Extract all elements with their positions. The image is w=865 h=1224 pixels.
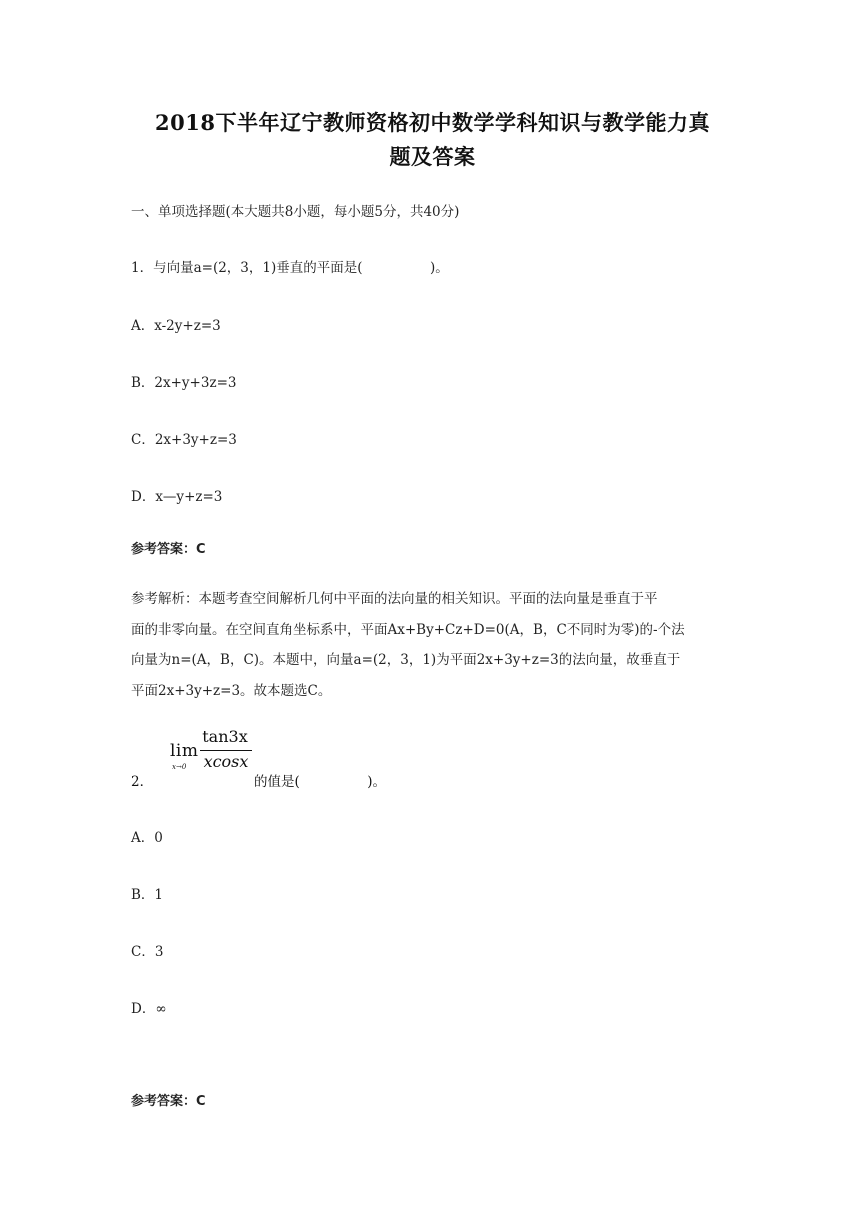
analysis-line-4: 平面2x+3y+z=3。故本题选C。: [131, 682, 332, 699]
formula-lim: lim: [170, 741, 199, 761]
analysis-line-3: 向量为n=(A，B，C)。本题中，向量a=(2，3，1)为平面2x+3y+z=3的法向量，故垂直于: [131, 652, 681, 668]
formula-denominator: xcosx: [203, 752, 249, 771]
analysis-line-1: 参考解析：本题考查空间解析几何中平面的法向量的相关知识。平面的法向量是垂直于平: [131, 591, 658, 607]
question-2-stem: 的值是( )。: [254, 774, 387, 790]
fraction-bar: [200, 750, 252, 751]
question-2-answer: 参考答案：C: [131, 1094, 206, 1109]
question-2-number: 2．: [131, 774, 154, 790]
question-2-option-a: A．0: [131, 830, 163, 846]
question-1-option-c: C．2x+3y+z=3: [131, 432, 237, 448]
question-1-analysis: [131, 584, 741, 706]
question-2-option-b: B．1: [131, 887, 164, 903]
question-1-option-a: A．x-2y+z=3: [131, 318, 221, 334]
section-header: 一、单项选择题(本大题共8小题，每小题5分，共40分): [131, 204, 460, 220]
document-title-line-1: 2018下半年辽宁教师资格初中数学学科知识与教学能力真: [155, 110, 710, 135]
question-1-stem: 1．与向量a=(2，3，1)垂直的平面是( )。: [131, 260, 449, 276]
question-2-option-d: D．∞: [131, 1001, 167, 1017]
formula-numerator: tan3x: [202, 727, 248, 746]
document-title-line-2: 题及答案: [389, 144, 476, 169]
limit-formula: [170, 725, 254, 781]
analysis-line-2: 面的非零向量。在空间直角坐标系中，平面Ax+By+Cz+D=0(A，B，C不同时为零)的-个法: [131, 621, 685, 638]
formula-subscript: x→0: [172, 763, 187, 771]
question-1-answer: 参考答案：C: [131, 542, 206, 557]
question-2-option-c: C．3: [131, 944, 164, 960]
question-1-option-d: D．x—y+z=3: [131, 489, 223, 505]
question-1-option-b: B．2x+y+3z=3: [131, 375, 237, 391]
